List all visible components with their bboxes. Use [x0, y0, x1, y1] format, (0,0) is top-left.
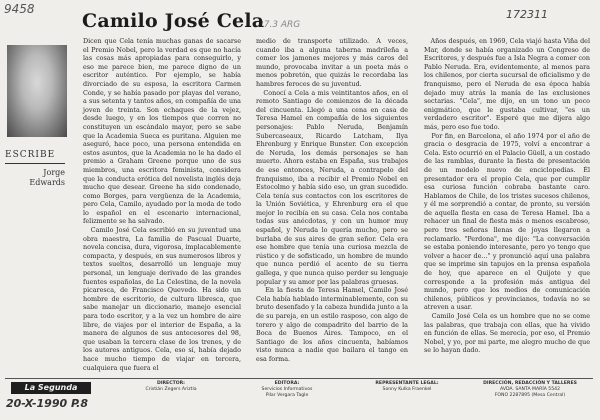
author-name: Jorge Edwards	[29, 168, 65, 187]
divider	[5, 163, 65, 164]
footer-director	[123, 381, 219, 393]
masthead-footer	[5, 378, 593, 397]
article-column-2: medio de transporte utilizado. A veces, cuando iba a alguna taberna madrileña a comer los jamones mejores y más caros del mundo, provocaba invitar a un poeta más o menos pobretón, que quizás le recordaba las hambres feroces de su juventud. Conocí a Cela a mis veintitantos años, en el remoto Santiago de comienzos de la década del cincuenta. Llegó a una cena en casa de Teresa Hamel en compañía de los siguientes personajes: Pablo Neruda, Benjamín Subercaseaux, Ricardo Latcham, Ilya Ehrenburg y Enrique Bunster. Con excepción de Neruda, los demás personajes se han muerto. Ahora estaba en España, sus trabajos de ese entonces, Neruda, a contrapelo del franquismo, iba a recibir el Premio Nobel en Estocolmo y había sido eso, un gran sucedido. Cela tenía sus contactos con los escritores de la Unión Soviética, y Ehrenburg era el que mejor lo recibía en su casa. Cela nos contaba todas sus anécdotas, y con un humor muy español, y Neruda lo quería mucho, pero se burlaba de sus aires de gran señor. Cela era ese hombre que tenía una curiosa mezcla de rústico y de sofisticado, un hombre de mundo que nunca perdió el acento de su tierra gallega, y que nunca quiso perder su lenguaje popular y su amor por las palabras gruesas. En la fiesta de Teresa Hamel, Camilo José Cela había hablado interminablemente, con su bruto desenfado y la cabeza hundida junto a la de su pareja, en un estilo rasposo, con algo de torero y algo de compadrito del barrio de la Boca de Buenos Aires. Tampoco, en el Santiago de los años cincuenta, habíamos visto nunca a nadie que bailara el tango en esa forma.	[256, 37, 408, 363]
column-label: ESCRIBE	[5, 150, 56, 160]
footer-editora	[237, 381, 337, 399]
footer-address	[467, 381, 593, 399]
footer-label: REPRESENTANTE LEGAL:	[375, 381, 439, 386]
handwritten-number: 9458	[4, 2, 35, 16]
footer-label: DIRECTOR:	[157, 381, 185, 386]
article-title: Camilo José Cela	[82, 10, 265, 32]
footer-label: DIRECCIÓN, REDACCIÓN Y TALLERES	[483, 381, 577, 386]
footer-value: Cristián Zegers Ariztía	[145, 387, 197, 392]
footer-value: Sonny Kulka Fraenkel	[382, 387, 432, 392]
handwritten-reference: 172311	[506, 8, 548, 21]
footer-label: EDITORA:	[274, 381, 300, 386]
footer-value: AVDA. SANTA MARÍA 5542 FONO 2287895 (Mesa Central)	[494, 387, 566, 398]
handwritten-code: 27.3 ARG	[258, 20, 301, 30]
article-column-3: Años después, en 1969, Cela viajó hasta Viña del Mar, donde se había organizado un Congreso de Escritores, y después fue a Isla Negra a comer con Pablo Neruda. Era, evidentemente, al menos para los chilenos, por cierta sucursal de oficialismo y de franquismo, pero el Neruda de esa época había dejado muy atrás la manía de las exclusiones sectarias. "Cela", me dijo, en un tono un poco enigmático, que le gustaba cultivar, "es un verdadero escritor". Esperé que me dijera algo más, pero eso fue todo. Por fin, en Barcelona, el año 1974 por el año de gracia o desgracia de 1975, volví a encontrar a Cela. Esto ocurrió en el Palacio Güell, a un costado de las ramblas, durante la fiesta de presentación de un modelo nuevo de enciclopedias. Él presentador era el propio Cela, que por cumplir esa curiosa función cobraba bastante caro. Hablamos de Chile, de los tristes sucesos chilenos, y él me sorprendió a contar, de pronto, su versión de aquella fiesta en casa de Teresa Hamel. Iba a rehacer un final de fiesta más o menos escabroso, pero tres señoras llenas de joyas llegaron a reclamarlo. "Perdona", me dijo: "La conversación se estaba poniendo interesante, pero yo tengo que volver a hacer de..." y pronunció aquí una palabra que se imprime sin tapujos en la prensa española de hoy, que aparece en el Quijote y que corresponde a la profesión más antigua del mundo, pero que los medios de comunicación chilenos, públicos y provincianos, todavía no se atreven a usar. Camilo José Cela es un hombre que no se come las palabras, que trabaja con ellas, que ha vivido en función de ellas. Se merecía, por eso, el Premio Nobel, y yo, por mi parte, me alegro mucho de que se lo hayan dado.	[424, 37, 590, 355]
author-photo	[7, 45, 67, 137]
handwritten-date: 20-X-1990 P.8	[6, 397, 89, 410]
newspaper-logo: La Segunda	[11, 382, 91, 394]
article-column-1: Dicen que Cela tenía muchas ganas de sacarse el Premio Nobel, pero la verdad es que no hacía las cosas más apropiadas para conseguirlo, y eso me parece bien, me parece digno de un escritor auténtico. Por ejemplo, se había divorciado de su esposa, la escritora Carmen Conde, y se había pasado por playas del verano, a sus setenta y tantos años, en compañía de una joven de treinta. Son echaques de la vejez, desde luego, y en los tiempos que corren no constituyen un escándalo mayor, pero se sabe que la Academia Sueca es puritana. Alguien me aseguró, hace poco, una persona entendida en estos asuntos, que la Academia no le ha dado el premio a Graham Greene porque uno de sus miembros, una escritora feminista, considera que la conducta erótica del novelista inglés deja mucho que desear. Greene ha sido condenado, como Borges, para vergüenza de la Academia, pero Cela, Camilo, ayudado por la moda de todo lo español en el escenario internacional, felizmente se ha salvado. Camilo José Cela escribió en su juventud una obra maestra, La familia de Pascual Duarte, novela concisa, dura, vigorosa, implacablemente compacta, y después, en sus numerosos libros y textos sueltos, desarrolló un lenguaje muy personal, un lenguaje derivado de las grandes fuentes españolas, de La Celestina, de la novela picaresca, de Francisco Quevedo. Ha sido un hombre de escritorio, de cultura libresca, que sabe manejar un diccionario, manejo esencial para todo escritor, y a la vez un hombre de aire libre, de viajes por el interior de España, a la manera de algunos de sus antecesores del 98, que usaban la tercera clase de los trenes, y de los autores antiguos. Cela, eso sí, había dejado hace mucho tiempo de viajar en tercera, cualquiera que fuera el	[83, 37, 242, 372]
footer-value: Servicios Informativos Pilar Vergara Tagle	[261, 387, 313, 398]
footer-representative	[357, 381, 457, 393]
